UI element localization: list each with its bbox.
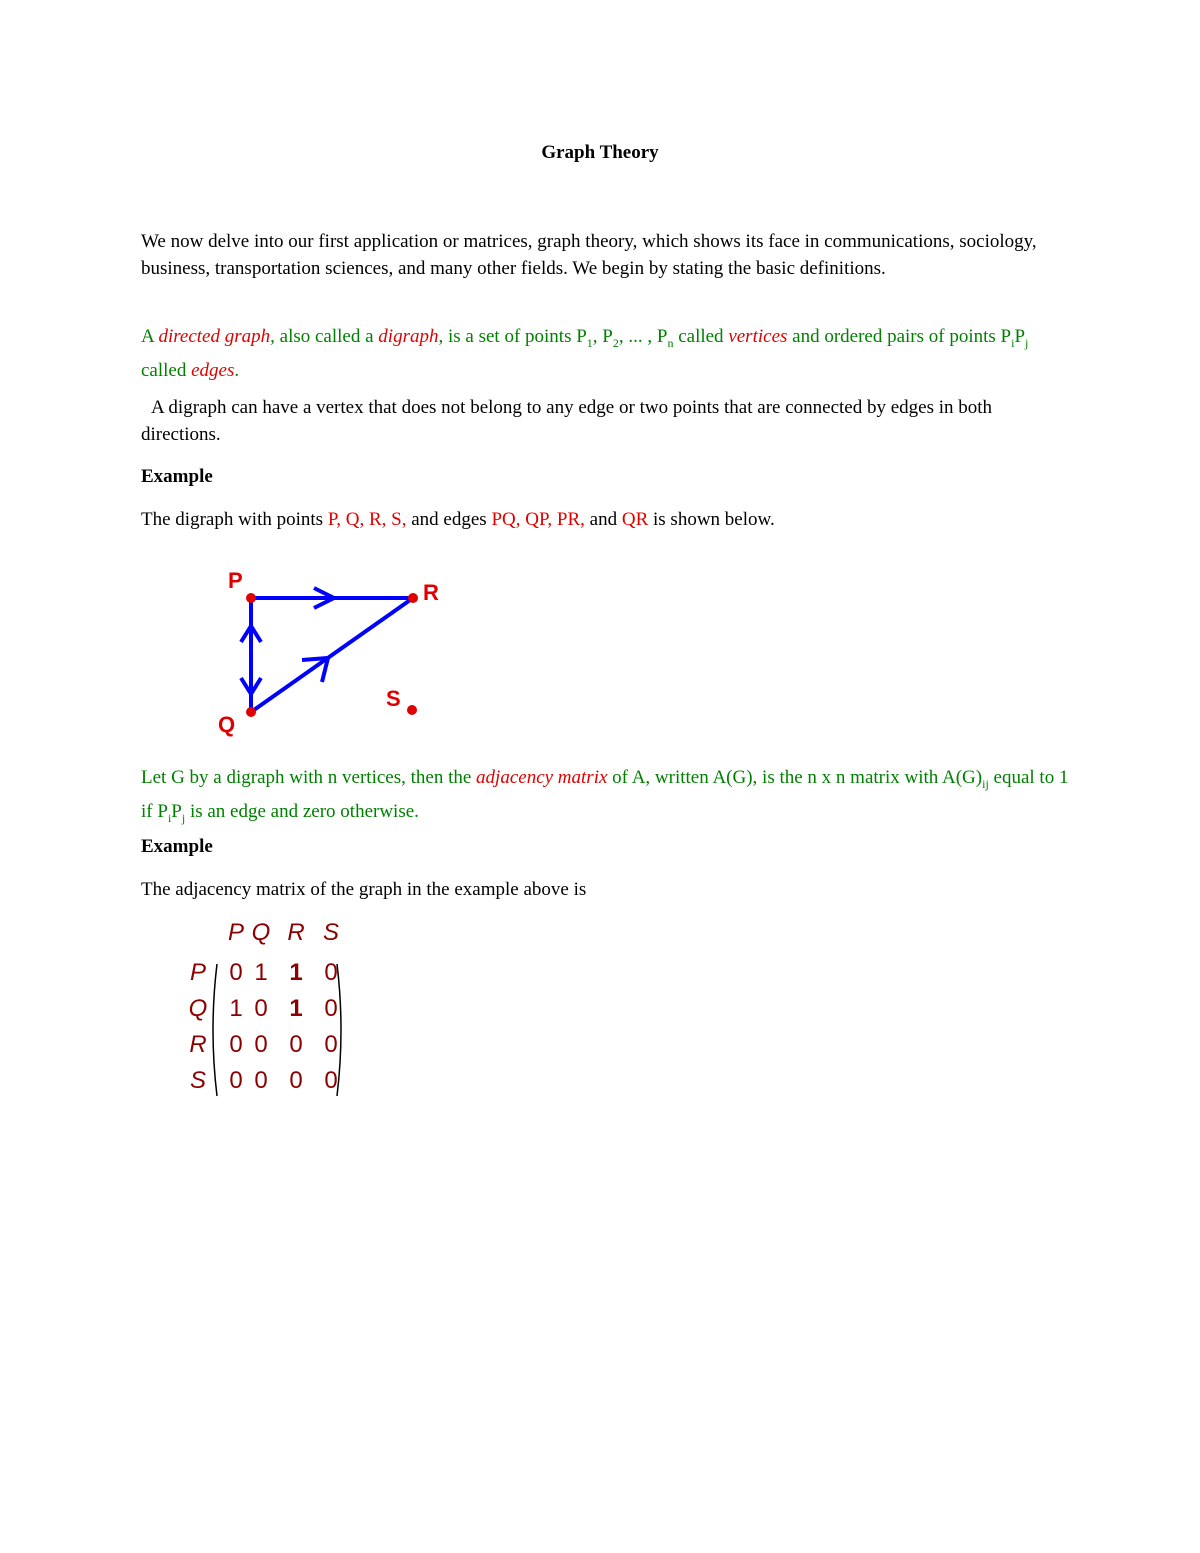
matrix-row-label: Q <box>188 995 208 1022</box>
matrix-cell: 0 <box>229 1067 243 1094</box>
adjacency-definition <box>141 764 1071 832</box>
adjacency-matrix <box>180 912 380 1112</box>
note-paragraph: A digraph can have a vertex that does not belong to any edge or two points that are connected by edges in both directions. <box>141 397 993 445</box>
matrix-cell: 0 <box>229 959 243 986</box>
term-digraph: digraph <box>378 326 439 347</box>
adj-text: equal to 1 if P <box>141 767 1069 822</box>
matrix-row-label: R <box>189 1031 207 1058</box>
example-text: is shown below. <box>648 509 775 530</box>
term-adjacency-matrix: adjacency matrix <box>476 767 608 788</box>
vertex-p <box>246 593 256 603</box>
intro-paragraph: We now delve into our first application or matrices, graph theory, which shows its face in communications, sociology, business, transportation sciences, and many other fields. We begin by stating the basic definitions. <box>141 231 1037 279</box>
adj-text: P <box>171 800 182 822</box>
subscript: ij <box>982 776 989 791</box>
example2-heading: Example <box>141 836 213 857</box>
edge-qr: QR <box>621 509 649 530</box>
subscript: i <box>167 810 172 825</box>
term-directed-graph: directed graph <box>158 326 271 347</box>
definition-paragraph <box>141 323 1071 384</box>
vertex-r <box>408 593 418 603</box>
example1-heading: Example <box>141 466 213 487</box>
label-q: Q <box>218 712 236 737</box>
points-list: P, Q, R, S, <box>327 509 407 530</box>
digraph-figure <box>210 560 460 740</box>
matrix-column-labels <box>228 919 339 946</box>
vertex-s <box>407 705 417 715</box>
matrix-row-label: P <box>189 959 207 986</box>
label-p: P <box>228 568 243 593</box>
matrix-row-labels <box>189 959 208 1094</box>
matrix-cell: 0 <box>229 1031 243 1058</box>
adj-text: is an edge and zero otherwise. <box>185 800 419 822</box>
matrix-cell: 0 <box>324 959 338 986</box>
matrix-cell: 0 <box>254 995 268 1022</box>
def-text: , also called a <box>270 326 379 347</box>
vertex-q <box>246 707 256 717</box>
term-vertices: vertices <box>728 326 788 347</box>
matrix-cell: 0 <box>254 1031 268 1058</box>
subscript: 1 <box>586 335 593 350</box>
left-parenthesis <box>213 964 217 1096</box>
matrix-cells <box>229 959 337 1094</box>
def-text: , is a set of points P <box>438 326 587 347</box>
example-text: and edges <box>406 509 492 530</box>
adj-text: of A, written A(G), is the n x n matrix with A(G) <box>607 767 983 788</box>
def-text: , ... , P <box>618 326 668 347</box>
def-text: A <box>141 326 159 347</box>
matrix-col-label: S <box>322 919 340 946</box>
matrix-cell: 0 <box>289 1031 303 1058</box>
subscript: j <box>1025 335 1029 350</box>
label-r: R <box>423 580 439 605</box>
example-text: The digraph with points <box>141 509 328 530</box>
term-edges: edges <box>191 359 235 381</box>
def-text: . <box>234 359 240 381</box>
matrix-row-label: S <box>189 1067 207 1094</box>
page-title: Graph Theory <box>541 142 659 163</box>
example1-text <box>141 506 1071 533</box>
def-text: P <box>1014 326 1026 347</box>
subscript: n <box>667 335 674 350</box>
matrix-cell: 0 <box>324 1031 338 1058</box>
def-text: , P <box>592 326 613 347</box>
matrix-cell: 0 <box>324 1067 338 1094</box>
matrix-cell: 0 <box>254 1067 268 1094</box>
example-text: and <box>584 509 622 530</box>
subscript: i <box>1011 335 1015 350</box>
label-s: S <box>386 686 401 711</box>
matrix-cell: 1 <box>289 959 303 986</box>
example2-text: The adjacency matrix of the graph in the example above is <box>141 879 587 900</box>
subscript: j <box>181 810 186 825</box>
matrix-col-label: R <box>287 919 305 946</box>
def-text: called <box>141 359 192 381</box>
matrix-col-label: Q <box>251 919 271 946</box>
def-text: and ordered pairs of points P <box>787 326 1012 347</box>
matrix-cell: 1 <box>254 959 268 986</box>
def-text: called <box>673 326 729 347</box>
edges-list: PQ, QP, PR, <box>491 509 585 530</box>
matrix-col-label: P <box>227 919 245 946</box>
matrix-cell: 1 <box>229 995 243 1022</box>
adj-text: Let G by a digraph with n vertices, then the <box>141 767 477 788</box>
matrix-cell: 0 <box>289 1067 303 1094</box>
subscript: 2 <box>612 335 619 350</box>
matrix-cell: 1 <box>289 995 303 1022</box>
matrix-cell: 0 <box>324 995 338 1022</box>
